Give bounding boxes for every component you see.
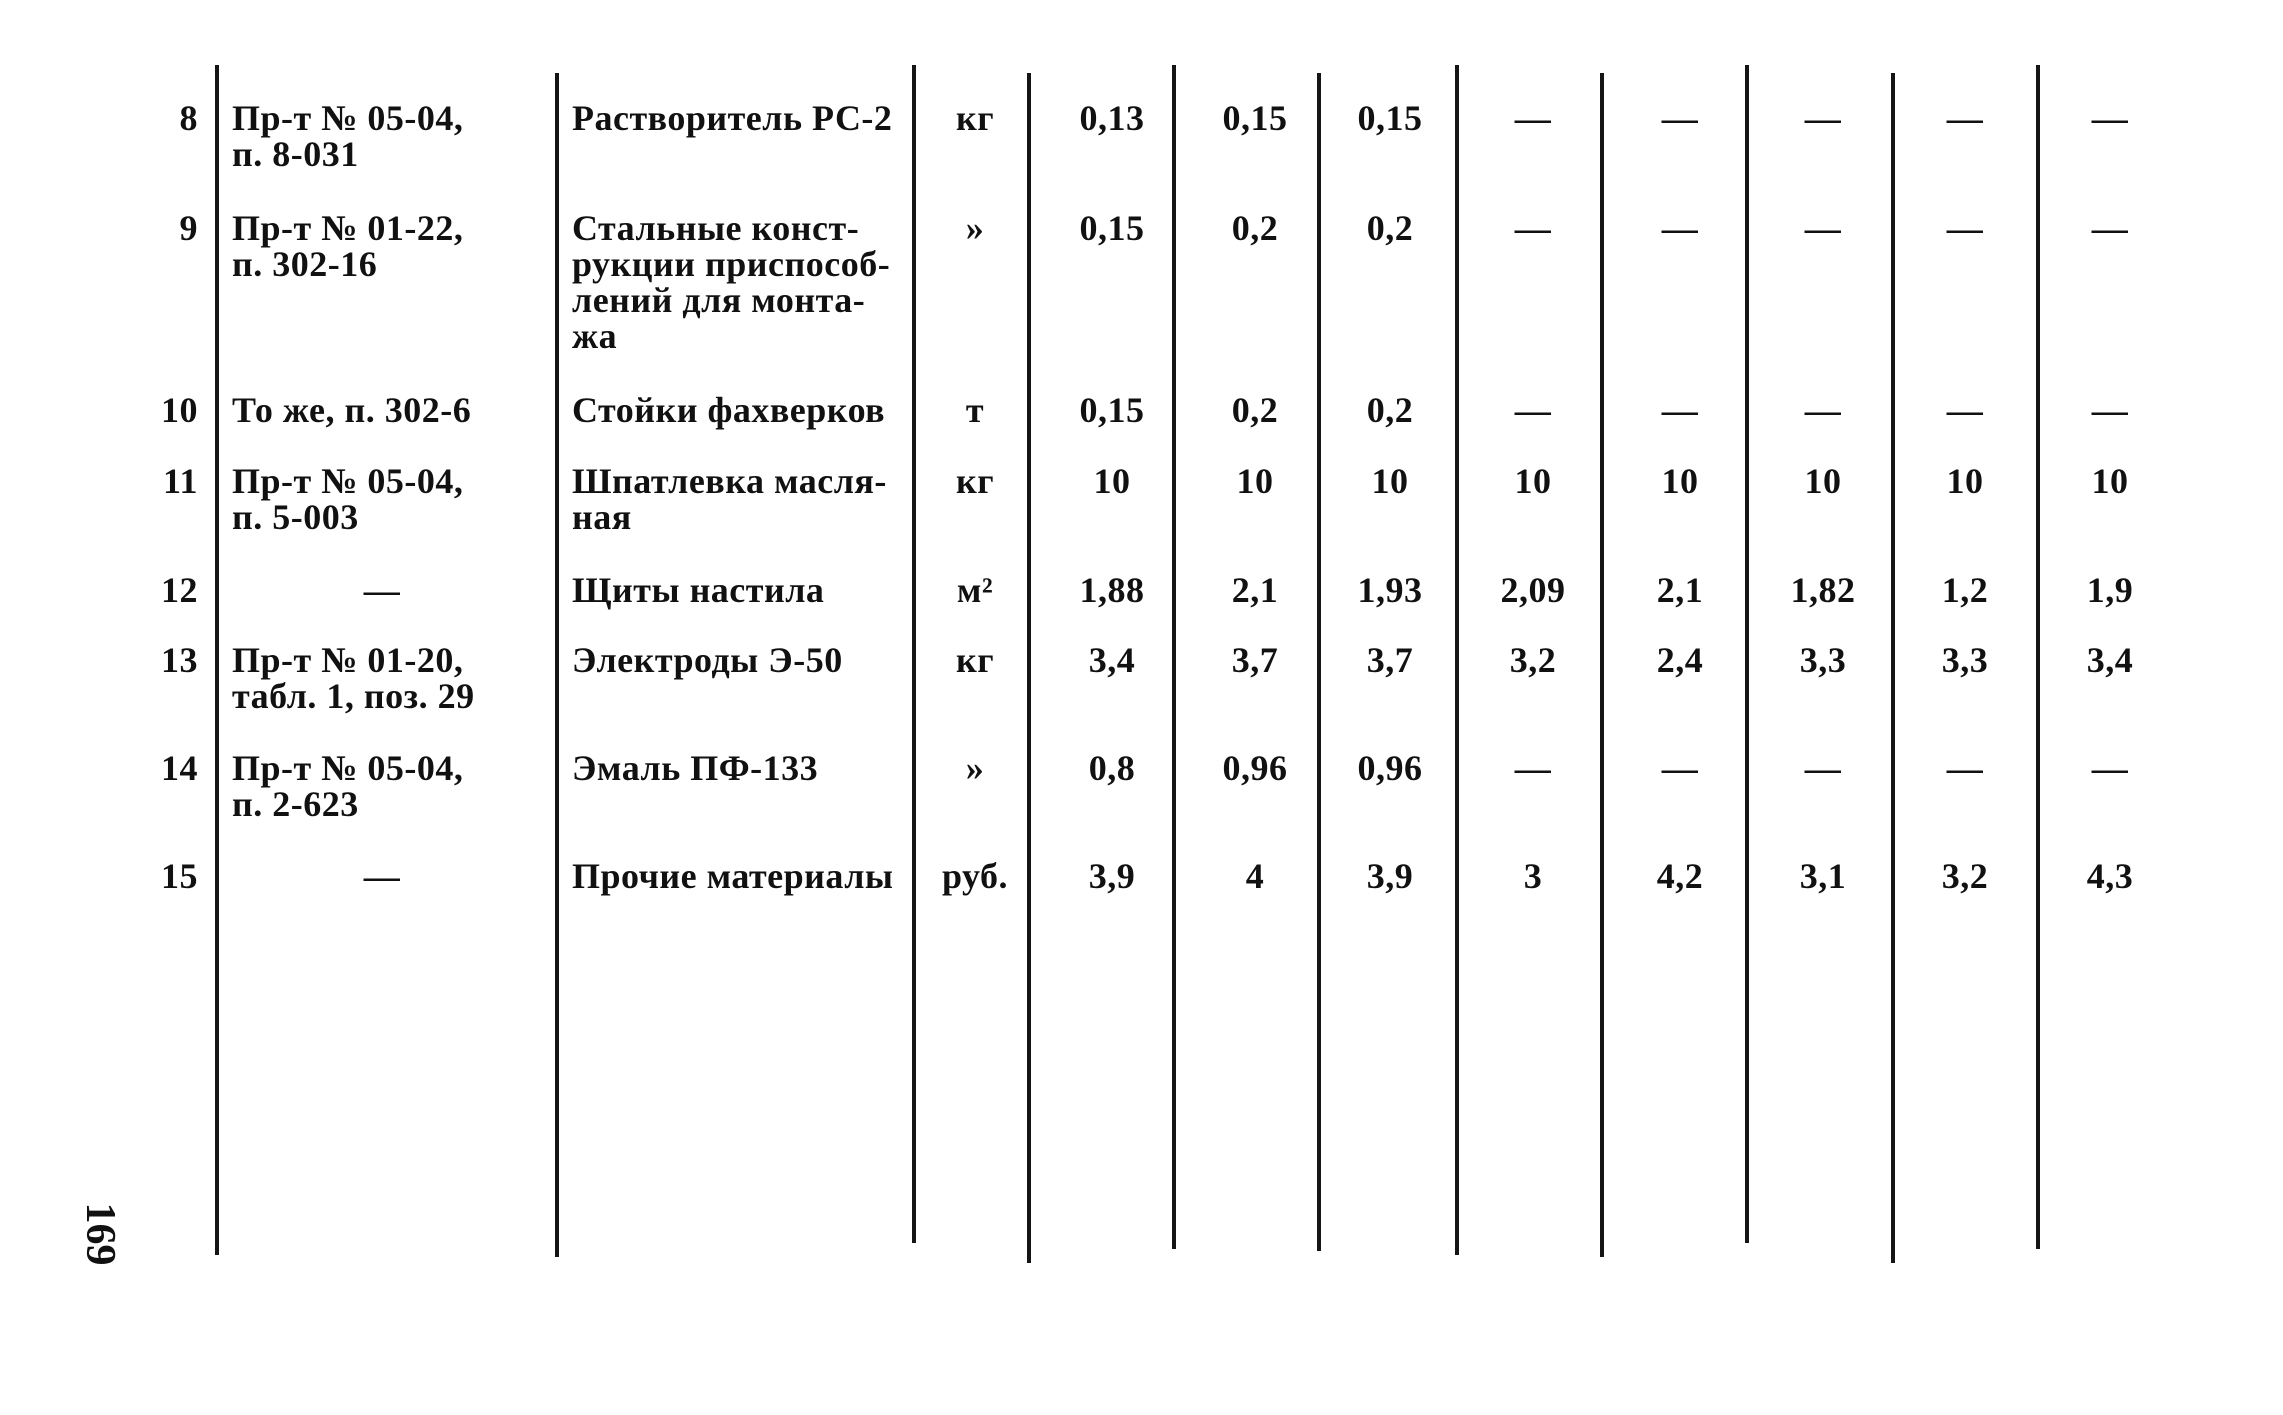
source-reference (232, 210, 562, 282)
material-name-line: Растворитель РС-2 (572, 98, 893, 138)
value-cell: 10 (2091, 461, 2129, 501)
source-line: п. 302-16 (232, 244, 378, 284)
value-cell: 0,15 (1079, 390, 1145, 430)
material-name-line: ная (572, 497, 632, 537)
unit-cell: м² (956, 570, 994, 610)
value-cell: 0,8 (1088, 748, 1136, 788)
material-name-line: Эмаль ПФ-133 (572, 748, 819, 788)
value-cell: — (1661, 390, 1699, 430)
value-cell: 0,13 (1079, 98, 1145, 138)
value-cell: 3,9 (1088, 856, 1136, 896)
page-number: 169 (77, 1202, 123, 1266)
material-name (572, 572, 902, 608)
value-cell: 10 (1236, 461, 1274, 501)
row-number: 10 (161, 390, 198, 430)
value-cell: — (1804, 748, 1842, 788)
value-cell: 1,82 (1790, 570, 1856, 610)
unit-cell: кг (955, 461, 995, 501)
material-name-line: Стойки фахверков (572, 390, 886, 430)
material-name (572, 463, 902, 535)
value-cell: 10 (1514, 461, 1552, 501)
value-cell: 0,2 (1231, 208, 1279, 248)
value-cell: 3,7 (1366, 640, 1414, 680)
value-cell: 10 (1804, 461, 1842, 501)
value-cell: — (1804, 390, 1842, 430)
source-reference (232, 100, 562, 172)
row-number: 12 (161, 570, 198, 610)
row-number: 14 (161, 748, 198, 788)
value-cell: 3 (1523, 856, 1543, 896)
row-number: 11 (162, 461, 198, 501)
value-cell: 4,2 (1656, 856, 1704, 896)
value-cell: 3,4 (2086, 640, 2134, 680)
material-name-line: Электроды Э-50 (572, 640, 843, 680)
row-number: 9 (179, 208, 198, 248)
material-name (572, 642, 902, 678)
material-name-line: жа (572, 316, 618, 356)
source-line: п. 2-623 (232, 784, 359, 824)
value-cell: 0,96 (1222, 748, 1288, 788)
value-cell: — (2091, 208, 2129, 248)
source-reference (232, 750, 562, 822)
value-cell: — (1514, 748, 1552, 788)
material-name (572, 858, 902, 894)
value-cell: 10 (1371, 461, 1409, 501)
source-line: Пр-т № 05-04, (232, 748, 464, 788)
value-cell: 0,15 (1079, 208, 1145, 248)
value-cell: 2,1 (1231, 570, 1279, 610)
material-name (572, 392, 902, 428)
value-cell: 2,1 (1656, 570, 1704, 610)
value-cell: 2,4 (1656, 640, 1704, 680)
source-line: Пр-т № 01-20, (232, 640, 464, 680)
material-name (572, 210, 902, 354)
value-cell: — (2091, 98, 2129, 138)
value-cell: 3,3 (1941, 640, 1989, 680)
source-line: табл. 1, поз. 29 (232, 676, 475, 716)
value-cell: 3,3 (1799, 640, 1847, 680)
column-rule (1027, 73, 1031, 1263)
value-cell: — (1661, 98, 1699, 138)
source-reference (232, 858, 562, 894)
value-cell: 2,09 (1500, 570, 1566, 610)
value-cell: — (1804, 208, 1842, 248)
row-number: 8 (179, 98, 198, 138)
value-cell: 0,15 (1222, 98, 1288, 138)
value-cell: 1,2 (1941, 570, 1989, 610)
unit-cell: т (965, 390, 985, 430)
source-line: п. 5-003 (232, 497, 359, 537)
source-line: Пр-т № 05-04, (232, 461, 464, 501)
value-cell: — (1804, 98, 1842, 138)
value-cell: 1,93 (1357, 570, 1423, 610)
row-number: 13 (161, 640, 198, 680)
value-cell: — (1661, 748, 1699, 788)
value-cell: 0,2 (1366, 390, 1414, 430)
material-name-line: Прочие материалы (572, 856, 894, 896)
value-cell: — (1946, 98, 1984, 138)
value-cell: 10 (1946, 461, 1984, 501)
column-rule (912, 65, 916, 1243)
value-cell: 4,3 (2086, 856, 2134, 896)
value-cell: 3,4 (1088, 640, 1136, 680)
unit-cell: кг (955, 98, 995, 138)
material-name-line: лений для монта- (572, 280, 866, 320)
value-cell: — (1946, 208, 1984, 248)
value-cell: 0,2 (1231, 390, 1279, 430)
value-cell: 0,2 (1366, 208, 1414, 248)
value-cell: — (1514, 208, 1552, 248)
value-cell: 3,1 (1799, 856, 1847, 896)
value-cell: 10 (1093, 461, 1131, 501)
value-cell: — (2091, 390, 2129, 430)
source-reference (232, 392, 562, 428)
unit-cell: руб. (941, 856, 1009, 896)
value-cell: — (1946, 390, 1984, 430)
row-number: 15 (161, 856, 198, 896)
value-cell: — (2091, 748, 2129, 788)
unit-cell: » (965, 208, 985, 248)
source-line: Пр-т № 05-04, (232, 98, 464, 138)
source-reference (232, 463, 562, 535)
material-name-line: Шпатлевка масля- (572, 461, 887, 501)
value-cell: 3,2 (1941, 856, 1989, 896)
source-reference (232, 572, 562, 608)
value-cell: 0,15 (1357, 98, 1423, 138)
value-cell: 4 (1245, 856, 1265, 896)
value-cell: 3,7 (1231, 640, 1279, 680)
source-line: — (363, 856, 401, 896)
source-line: Пр-т № 01-22, (232, 208, 464, 248)
value-cell: 1,9 (2086, 570, 2134, 610)
material-name-line: рукции приспособ- (572, 244, 891, 284)
source-line: — (363, 570, 401, 610)
source-line: То же, п. 302-6 (232, 390, 472, 430)
material-name-line: Щиты настила (572, 570, 825, 610)
source-reference (232, 642, 562, 714)
column-rule (215, 65, 219, 1255)
value-cell: — (1661, 208, 1699, 248)
value-cell: 10 (1661, 461, 1699, 501)
value-cell: 1,88 (1079, 570, 1145, 610)
material-name (572, 750, 902, 786)
value-cell: 0,96 (1357, 748, 1423, 788)
source-line: п. 8-031 (232, 134, 359, 174)
value-cell: — (1514, 390, 1552, 430)
material-name (572, 100, 902, 136)
value-cell: — (1946, 748, 1984, 788)
value-cell: 3,2 (1509, 640, 1557, 680)
value-cell: 3,9 (1366, 856, 1414, 896)
unit-cell: » (965, 748, 985, 788)
material-name-line: Стальные конст- (572, 208, 860, 248)
value-cell: — (1514, 98, 1552, 138)
unit-cell: кг (955, 640, 995, 680)
